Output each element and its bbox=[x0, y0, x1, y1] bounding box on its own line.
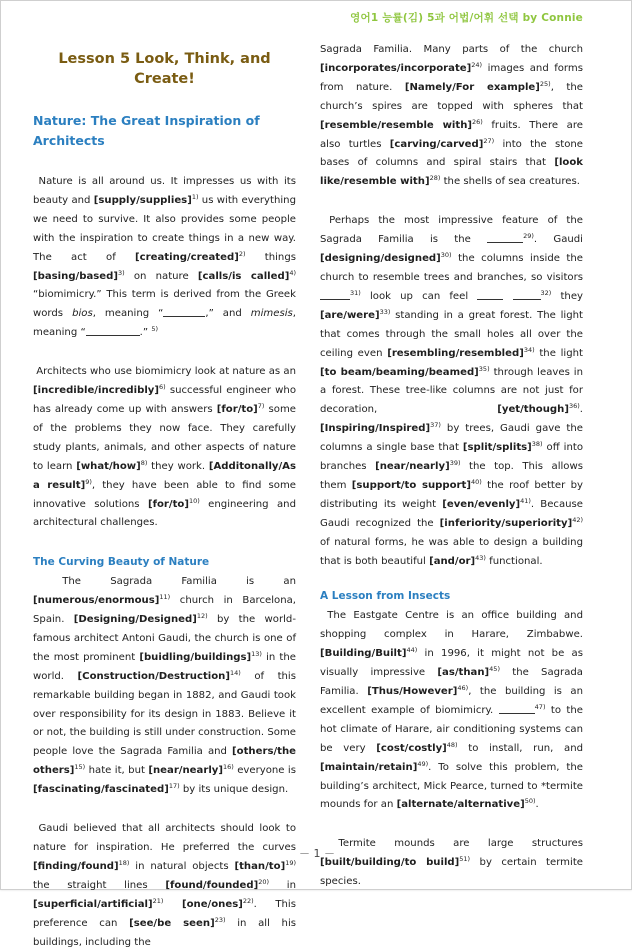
section-title-main: Nature: The Great Inspiration of Architects bbox=[33, 113, 260, 148]
right-column bbox=[320, 41, 583, 892]
left-column bbox=[33, 41, 296, 952]
paragraph-1: Nature is all around us. It impresses us with its beauty and [supply/supplies]$^{1)}$ us with everything we need to survive. It also provides some people with the inspiration to create things in a new way. The act of [creating/created]$^{2)}$ things [basing/based]$^{3)}$ on nature [calls/is called]$^{4)}$ “biomimicry.” This term is derived from the Greek words bios, meaning “ ,” and mimesis, meaning “ .” $^{5)}$ bbox=[33, 176, 296, 339]
paragraph-2: Architects who use biomimicry look at nature as an [incredible/incredibly]$^{6)}$ successful engineer who has already come up with answers $[for/to]^{7)}$ some of the problems they now face. They carefully study plants, animals, and other aspects of nature to learn [what/how]$^{8)}$ they work. [Additonally/As a result]$^{9)}$, they have been able to find some innovative solutions $[for/to]^{10)}$ engineering and architectural challenges. bbox=[33, 366, 297, 529]
paragraph-5: Sagrada Familia. Many parts of the church [incorporates/incorporate]$^{24)}$ images and forms from nature. [Namely/For example]$^{25)}$, the church’s spires are topped with spheres that [resemble/resemble with]$^{26)}$ fruits. There are also turtles [carving/carved]$^{27)}$ into the stone bases of columns and spiral stairs that [look like/resemble with]$^{28)}$ the shells of sea creatures. bbox=[320, 44, 584, 188]
page-number: － 1 － bbox=[299, 847, 335, 860]
paragraph-8: Termite mounds are large structures [built/building/to build]$^{51)}$ by certain termite species. bbox=[320, 838, 583, 888]
lesson-title: Lesson 5 Look, Think, and Create! bbox=[58, 51, 271, 87]
paragraph-3: The Sagrada Familia is an [numerous/enormous]$^{11)}$ church in Barcelona, Spain. [Designing/Designed]$^{12)}$ by the world-famous architect Antoni Gaudi, the church is one of the most prominent [buidling/buildings]$^{13)}$ in the world. [Construction/Destruction]$^{14)}$ of this remarkable building began in 1882, and Gaudi took over responsibility for its design in 1883. Believe it or not, the building is still under construction. Some people love the Sagrada Familia and [others/the others]$^{15)}$ hate it, but [near/nearly]$^{16)}$ everyone is [fascinating/fascinated]$^{17)}$ by its unique design. bbox=[33, 576, 296, 796]
header-tag: 영어1 능률(김) 5과 어법/어휘 선택 by Connie bbox=[350, 12, 583, 24]
paragraph-7: The Eastgate Centre is an office building and shopping complex in Harare, Zimbabwe. [Building/Built]$^{44)}$ in 1996, it might not be as visually impressive [as/than]$^{45)}$ the Sagrada Familia. [Thus/However]$^{46)}$, the building is an excellent example of biomimicry. $^{47)}$ to the hot climate of Harare, air conditioning systems can be very [cost/costly]$^{48)}$ to install, run, and [maintain/retain]$^{49)}$. To solve this problem, the building’s architect, Mick Pearce, turned to *termite mounds for an [alternate/alternative]$^{50)}$. bbox=[320, 610, 584, 811]
section-title-insects: A Lesson from Insects bbox=[320, 590, 451, 603]
paragraph-6: Perhaps the most impressive feature of the Sagrada Familia is the $^{29)}$. Gaudi [designing/designed]$^{30)}$ the columns inside the church to resemble trees and branches, so visitors $^{31)}$ look up can feel $^{32)}$ they [are/were]$^{33)}$ standing in a great forest. The light that comes through the small holes all over the ceiling even [resembling/resembled]$^{34)}$ the light [to beam/beaming/beamed]$^{35)}$ through leaves in a forest. These tree-like columns are not just for decoration, [yet/though]$^{36)}$. [Inspiring/Inspired]$^{37)}$ by trees, Gaudi gave the columns a single base that [split/splits]$^{38)}$ off into branches [near/nearly]$^{39)}$ the top. This allows them [support/to support]$^{40)}$ the roof better by distributing its weight [even/evenly]$^{41)}$. Because Gaudi recognized the [inferiority/superiority]$^{42)}$ of natural forms, he was able to design a building that is both beautiful $[and/or]^{43)}$ functional. bbox=[320, 215, 584, 567]
paragraph-4: Gaudi believed that all architects should look to nature for inspiration. He preferred the curves [finding/found]$^{18)}$ in natural objects [than/to]$^{19)}$ the straight lines [found/founded]$^{20)}$ in [superficial/artificial]$^{21)}$ [one/ones]$^{22)}$. This preference can [see/be seen]$^{23)}$ in all his buildings, including the bbox=[33, 823, 297, 948]
section-title-curving: The Curving Beauty of Nature bbox=[33, 556, 210, 569]
